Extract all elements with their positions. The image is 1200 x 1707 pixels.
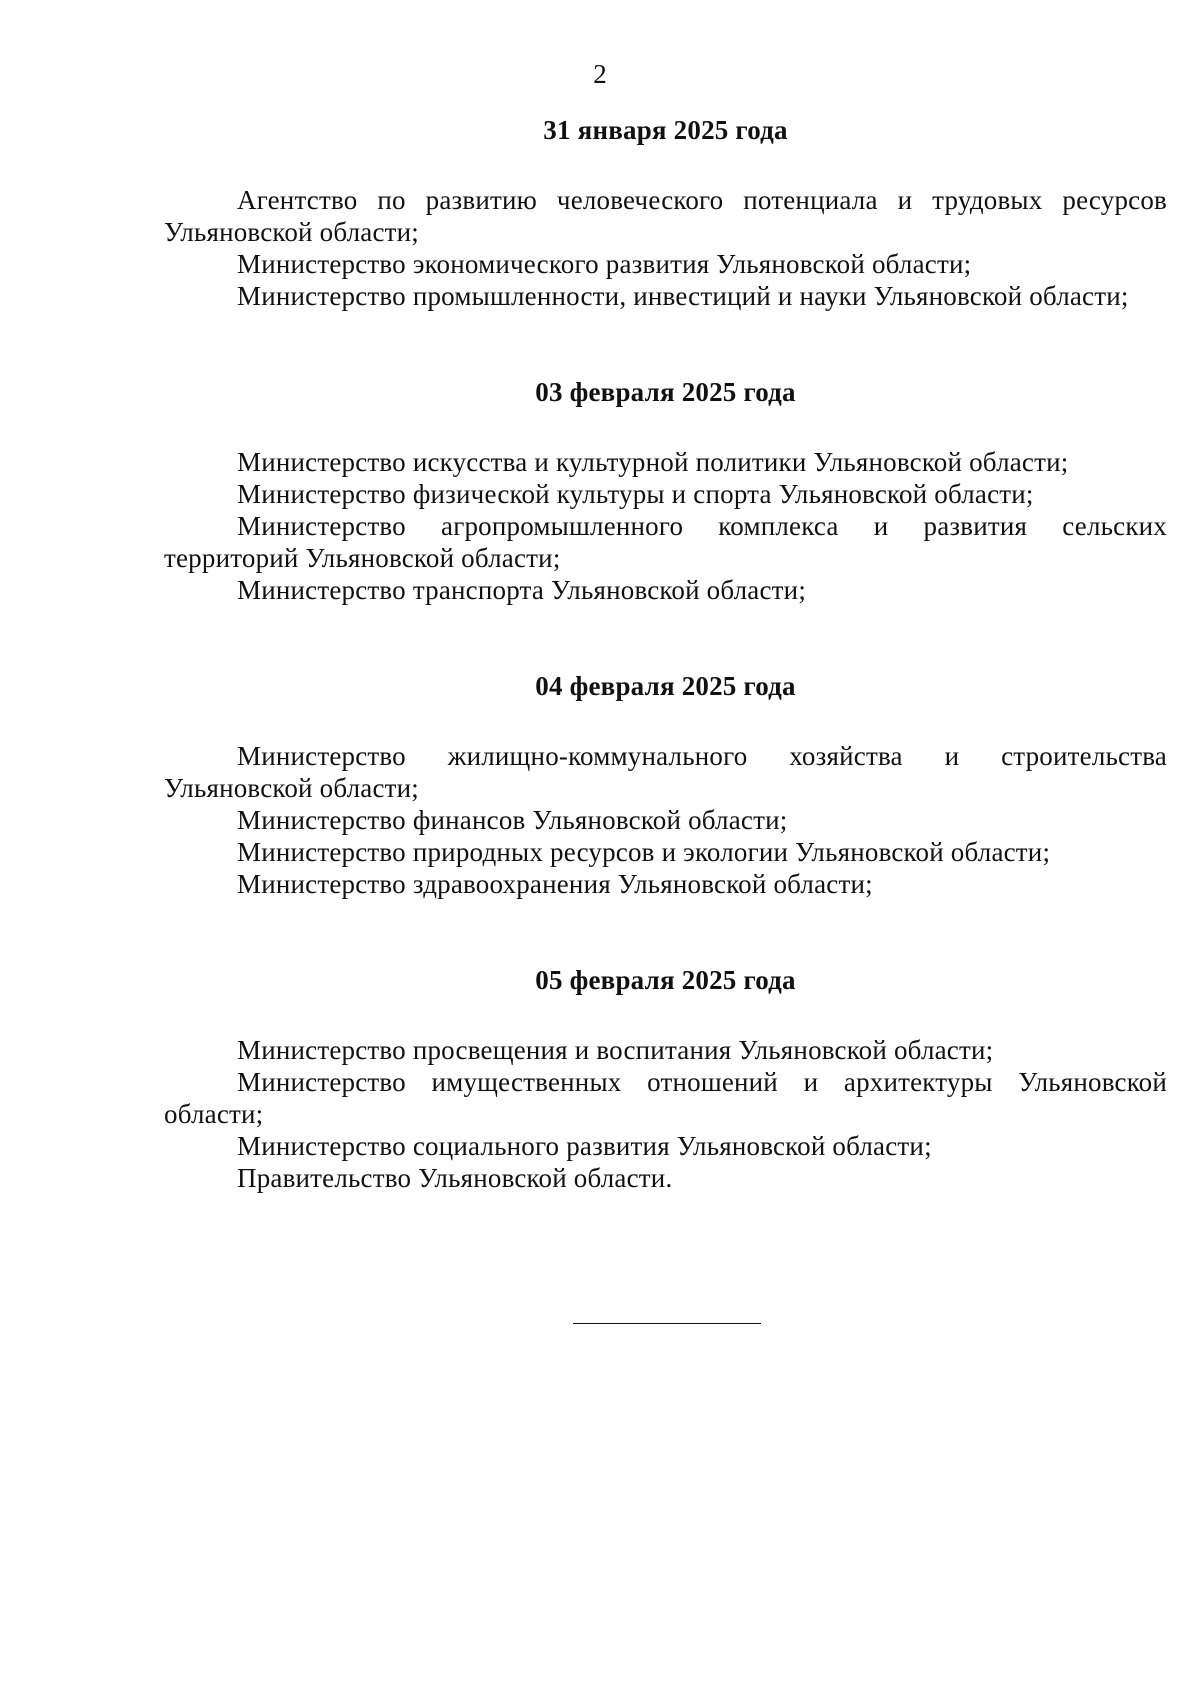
organization-entry: Министерство физической культуры и спорта Ульяновской области; [237,479,1034,509]
organization-list [164,740,1167,900]
organization-entry: Министерство промышленности, инвестиций и науки Ульяновской области; [237,281,1129,311]
date-heading: 03 февраля 2025 года [535,377,796,407]
document-body [164,114,1167,1194]
organization-list [164,1034,1167,1194]
date-section-1 [164,114,1167,312]
date-section-4 [164,964,1167,1194]
organization-entry: Министерство социального развития Ульяновской области; [237,1131,932,1161]
date-section-2 [164,376,1167,606]
organization-entry: Министерство искусства и культурной политики Ульяновской области; [237,447,1069,477]
organization-list [164,446,1167,606]
organization-entry: Министерство жилищно-коммунального хозяйства и строительства Ульяновской области; [164,741,1167,803]
organization-entry: Министерство агропромышленного комплекса и развития сельских территорий Ульяновской области; [164,511,1167,573]
organization-entry: Министерство экономического развития Ульяновской области; [237,249,972,279]
organization-entry: Министерство финансов Ульяновской области; [237,805,788,835]
date-section-3 [164,670,1167,900]
organization-entry: Министерство просвещения и воспитания Ульяновской области; [237,1035,994,1065]
end-of-document-line [573,1323,761,1324]
organization-entry: Министерство природных ресурсов и экологии Ульяновской области; [237,837,1051,867]
date-heading: 04 февраля 2025 года [535,671,796,701]
date-heading: 31 января 2025 года [543,115,788,145]
organization-entry: Министерство здравоохранения Ульяновской области; [237,869,873,899]
date-heading: 05 февраля 2025 года [535,965,796,995]
organization-entry: Министерство транспорта Ульяновской области; [237,575,807,605]
organization-entry: Министерство имущественных отношений и архитектуры Ульяновской области; [164,1067,1167,1129]
organization-list [164,184,1167,312]
page-number: 2 [593,59,607,89]
organization-entry: Агентство по развитию человеческого потенциала и трудовых ресурсов Ульяновской области; [164,185,1167,247]
organization-entry: Правительство Ульяновской области. [237,1163,673,1193]
